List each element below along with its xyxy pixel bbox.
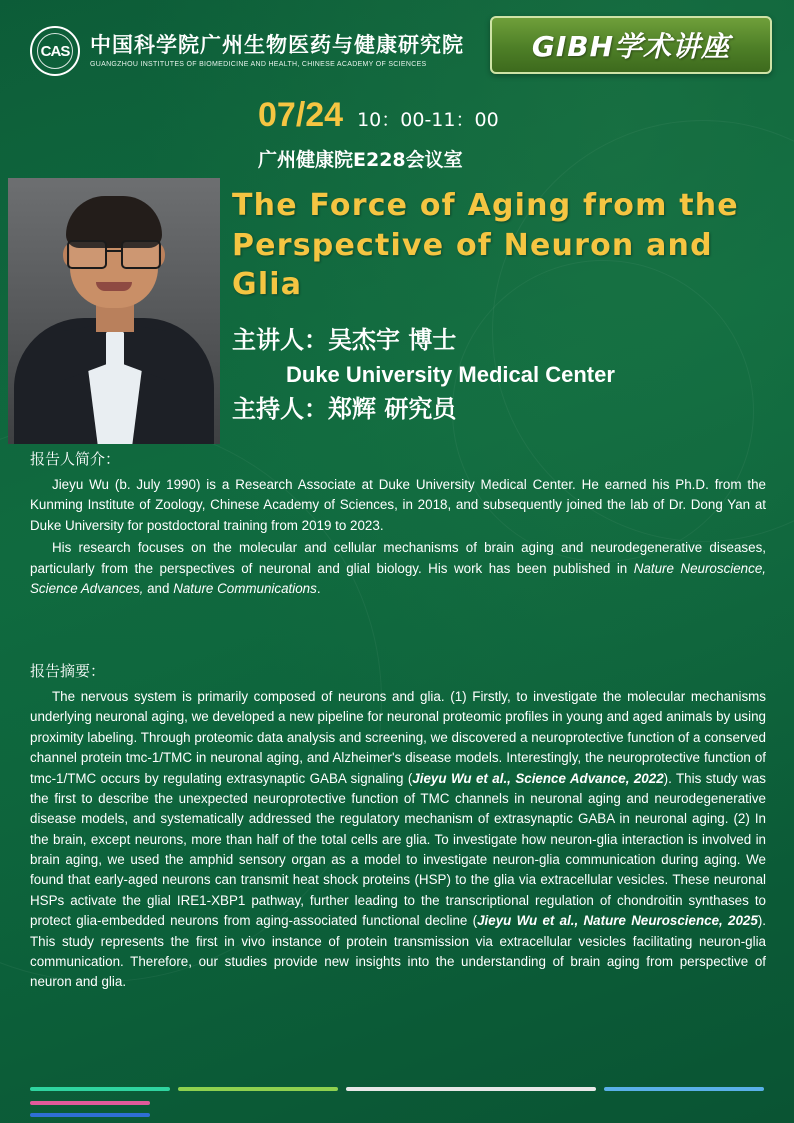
bio-paragraph-2 [30,538,766,599]
speaker-affiliation: Duke University Medical Center [286,362,615,387]
portrait-mouth [96,282,132,291]
abstract-text-3: ). This study represents the first in vivo instance of protein transmission via extracellular vesicles facilitating neuron-glia communication. Therefore, our studies provide new insights into the understanding of brain aging from perspective of neuron and glia. [30,913,766,990]
bio-p2-text-a: His research focuses on the molecular and cellular mechanisms of brain aging and neurodegenerative diseases, particularly from the perspectives of neuronal and glial biology. His work has been published in [30,540,766,576]
speaker-line [232,322,784,358]
speaker-name: 吴杰宇 博士 [328,326,457,354]
abstract-text-2: ). This study was the first to describe the unexpected neuroprotective function of TMC channels in neuronal aging and neurodegenerative disease models, and systematically addressed the regulatory mechanism of extrasynaptic GABA in neuronal aging. (2) In the brain, except neurons, more than half of the total cells are glia. To investigate how neuron-glia interaction is involved in brain aging, we used the amphid sensory organ as a model to investigate neuron-glia communication during aging. We found that early-aged neurons can transmit heat shock proteins (HSP) to the glia via extracellular vesicles. These neuronal HSPs activate the glial IRE1-XBP1 pathway, further leading to the transcriptional regulation of chondroitin synthases to protect glia-embedded neurons from aging-associated functional decline ( [30,770,766,929]
talk-title: The Force of Aging from the Perspective of Neuron and Glia [232,188,739,303]
talk-title-block [232,186,780,305]
host-name: 郑辉 研究员 [328,395,457,423]
bio-heading: 报告人简介： [30,450,121,468]
footer-bar-indigo [30,1113,150,1117]
footer-bar-pink [30,1101,150,1105]
bio-paragraph-1: Jieyu Wu (b. July 1990) is a Research Associate at Duke University Medical Center. He earned his Ph.D. from the Kunming Institute of Zoology, Chinese Academy of Sciences, in 2018, and subsequently joined the lab of Dr. Dong Yan at Duke University for postdoctoral training from 2019 to 2023. [30,477,766,533]
abstract-citation-1: Jieyu Wu et al., Science Advance, 2022 [412,770,664,786]
abstract-text-1: The nervous system is primarily composed of neurons and glia. (1) Firstly, to investigate the molecular mechanisms underlying neuronal aging, we developed a new pipeline for neuronal proteomic profiles in young and aged animals by using proximity labeling. Through proteomic data analysis and screening, we discovered a neuroprotective function of a conserved channel protein tmc-1/TMC in neuronal aging, and Alzheimer's disease models. Interestingly, the neuroprotective function of tmc-1/TMC occurs by regulating extrasynaptic GABA signaling ( [30,689,766,786]
institute-name-en: GUANGZHOU INSTITUTES OF BIOMEDICINE AND HEALTH, CHINESE ACADEMY OF SCIENCES [90,60,427,68]
bio-journals-2: Nature Communications [173,580,317,596]
banner-label: GIBH学术讲座 [531,30,731,63]
event-datetime [258,96,499,135]
speaker-block [232,322,784,427]
logo-mark-text: CAS [40,42,70,60]
institute-name-cn: 中国科学院广州生物医药与健康研究院 [90,33,464,58]
speaker-label: 主讲人： [232,326,328,354]
footer-decoration [0,1071,794,1123]
institute-logo [30,26,464,76]
footer-bar-green [178,1087,338,1091]
bio-p2-text-b: and [143,580,174,596]
speaker-portrait [8,178,220,444]
event-time: 10：00-11：00 [357,109,499,131]
footer-bar-teal [30,1087,170,1091]
bio-p2-text-c: . [316,580,321,596]
bio-journals-1: Nature Neuroscience, Science Advances, [30,560,766,596]
portrait-glasses-icon [65,240,163,266]
event-date: 07/24 [258,96,344,134]
poster-header [0,0,794,88]
abstract-heading: 报告摘要： [30,662,106,680]
host-line [232,391,784,427]
footer-bar-blue [604,1087,764,1091]
abstract-citation-2: Jieyu Wu et al., Nature Neuroscience, 2025 [477,913,758,929]
abstract-body [30,687,766,993]
bio-section [30,448,766,601]
host-label: 主持人： [232,395,328,423]
event-venue: 广州健康院E228会议室 [258,149,463,171]
cas-logo-icon [30,26,80,76]
abstract-section [30,660,766,995]
footer-bar-white [346,1087,596,1091]
lecture-series-banner [490,16,772,74]
